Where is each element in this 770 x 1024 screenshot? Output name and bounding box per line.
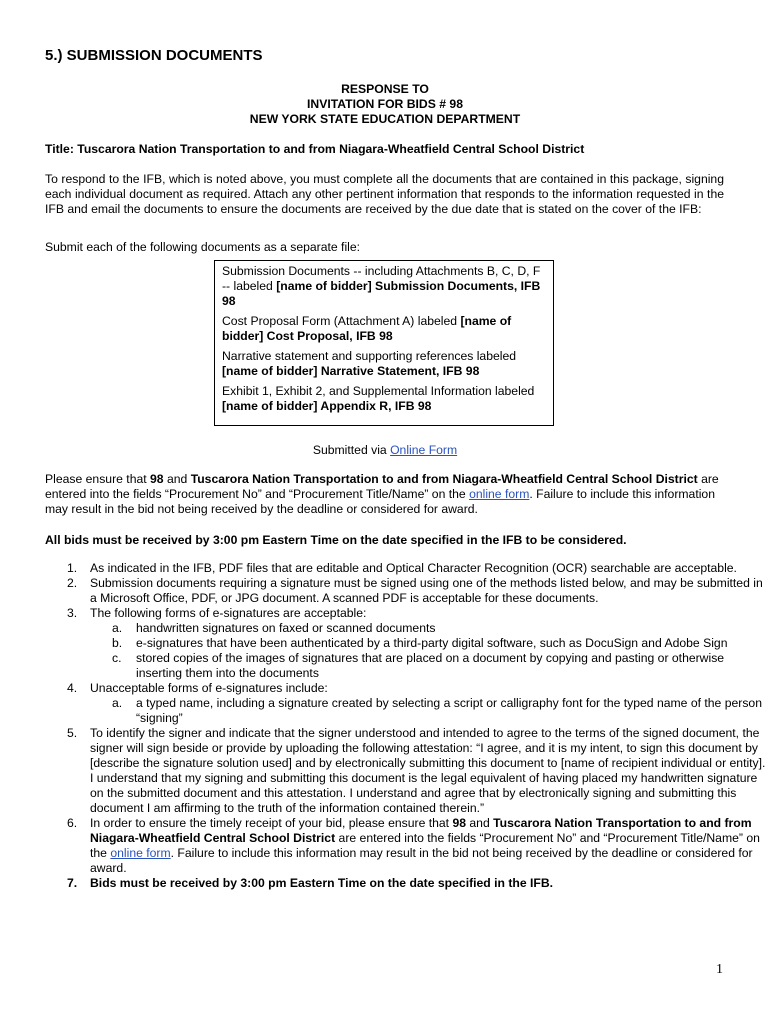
ensure-paragraph: Please ensure that 98 and Tuscarora Nation Transportation to and from Niagara-Wheatfield Central School District are entered into the fields “Procurement No” and “Procurement Title/Name” on the online form. Failure to include this information may result in the bid not being received by the deadline or considered for award. — [45, 472, 719, 516]
document-title: Title: Tuscarora Nation Transportation to and from Niagara-Wheatfield Central School District — [45, 142, 585, 156]
list-item: 7. Bids must be received by 3:00 pm Eastern Time on the date specified in the IFB. — [67, 876, 554, 890]
response-header — [0, 82, 770, 127]
sub-list-item: a. handwritten signatures on faxed or scanned documents — [112, 621, 436, 635]
sub-list — [90, 621, 770, 681]
list-item: 3. The following forms of e-signatures are acceptable: a. handwritten signatures on faxed or scanned documents b. e-signatures that have been authenticated by a third-party digital software, such as DocuSign and Adobe Sign c. stored copies of the images of signatures that are placed on a document by copying and pasting or otherwise inserting them into the documents — [90, 606, 770, 681]
instructions-list — [45, 561, 770, 891]
intro-paragraph: To respond to the IFB, which is noted above, you must complete all the documents that are contained in this package, signing each individual document as required. Attach any other pertinent information that responds to the information requested in the IFB and email the documents to ensure the documents are received by the due date that is stated on the cover of the IFB: — [45, 172, 724, 216]
list-item: 6. In order to ensure the timely receipt of your bid, please ensure that 98 and Tuscarora Nation Transportation to and from Niagara-Wheatfield Central School District are entered into the fields “Procurement No” and “Procurement Title/Name” on the online form. Failure to include this information may result in the bid not being received by the deadline or considered for award. — [67, 816, 760, 875]
list-item: 2. Submission documents requiring a signature must be signed using one of the methods listed below, and may be submitted in a Microsoft Office, PDF, or JPG document. A scanned PDF is acceptable for these documents. — [67, 576, 763, 605]
sub-list-item: a. a typed name, including a signature created by selecting a script or calligraphy font for the typed name of the person “signing” — [112, 696, 762, 725]
online-form-link[interactable]: online form — [469, 487, 530, 501]
response-line-3: NEW YORK STATE EDUCATION DEPARTMENT — [249, 112, 521, 126]
section-heading: 5.) SUBMISSION DOCUMENTS — [45, 47, 263, 64]
sub-list-item: b. e-signatures that have been authenticated by a third-party digital software, such as DocuSign and Adobe Sign — [112, 636, 728, 650]
response-line-2: INVITATION FOR BIDS # 98 — [307, 97, 463, 111]
box-item: Exhibit 1, Exhibit 2, and Supplemental Information labeled [name of bidder] Appendix R, IFB 98 — [222, 384, 535, 413]
online-form-link[interactable]: Online Form — [390, 443, 458, 457]
sub-list-item: c. stored copies of the images of signatures that are placed on a document by copying and pasting or otherwise inserting them into the documents — [112, 651, 725, 680]
submit-each-instruction: Submit each of the following documents as a separate file: — [45, 240, 361, 254]
documents-box — [214, 260, 554, 426]
list-item: 5. To identify the signer and indicate that the signer understood and intended to agree to the terms of the signed document, the signer will sign beside or provide by uploading the following attestation: “I agree, and it is my intent, to sign this document by [describe the signature solution used] and by electronically submitting this document to [name of recipient individual or entity]. I understand that my signing and submitting this document is the legal equivalent of having placed my handwritten signature on the submitted document and this attestation. I understand and agree that by electronically signing and submitting this document I am affirming to the truth of the information contained therein.” — [67, 726, 766, 815]
response-line-1: RESPONSE TO — [341, 82, 429, 96]
list-item: 1. As indicated in the IFB, PDF files that are editable and Optical Character Recognition (OCR) searchable are acceptable. — [67, 561, 737, 575]
box-item: Narrative statement and supporting references labeled [name of bidder] Narrative Statement, IFB 98 — [222, 349, 517, 378]
list-item: 4. Unacceptable forms of e-signatures include: a. a typed name, including a signature created by selecting a script or calligraphy font for the typed name of the person “signing” — [90, 681, 770, 726]
submitted-via: Submitted via Online Form — [312, 443, 458, 457]
box-item: Cost Proposal Form (Attachment A) labeled [name of bidder] Cost Proposal, IFB 98 — [222, 314, 512, 343]
page-number: 1 — [716, 962, 723, 977]
deadline-notice: All bids must be received by 3:00 pm Eastern Time on the date specified in the IFB to be considered. — [45, 533, 627, 547]
online-form-link[interactable]: online form — [110, 846, 171, 860]
sub-list — [90, 696, 770, 726]
box-item: Submission Documents -- including Attachments B, C, D, F -- labeled [name of bidder] Submission Documents, IFB 98 — [222, 264, 541, 308]
